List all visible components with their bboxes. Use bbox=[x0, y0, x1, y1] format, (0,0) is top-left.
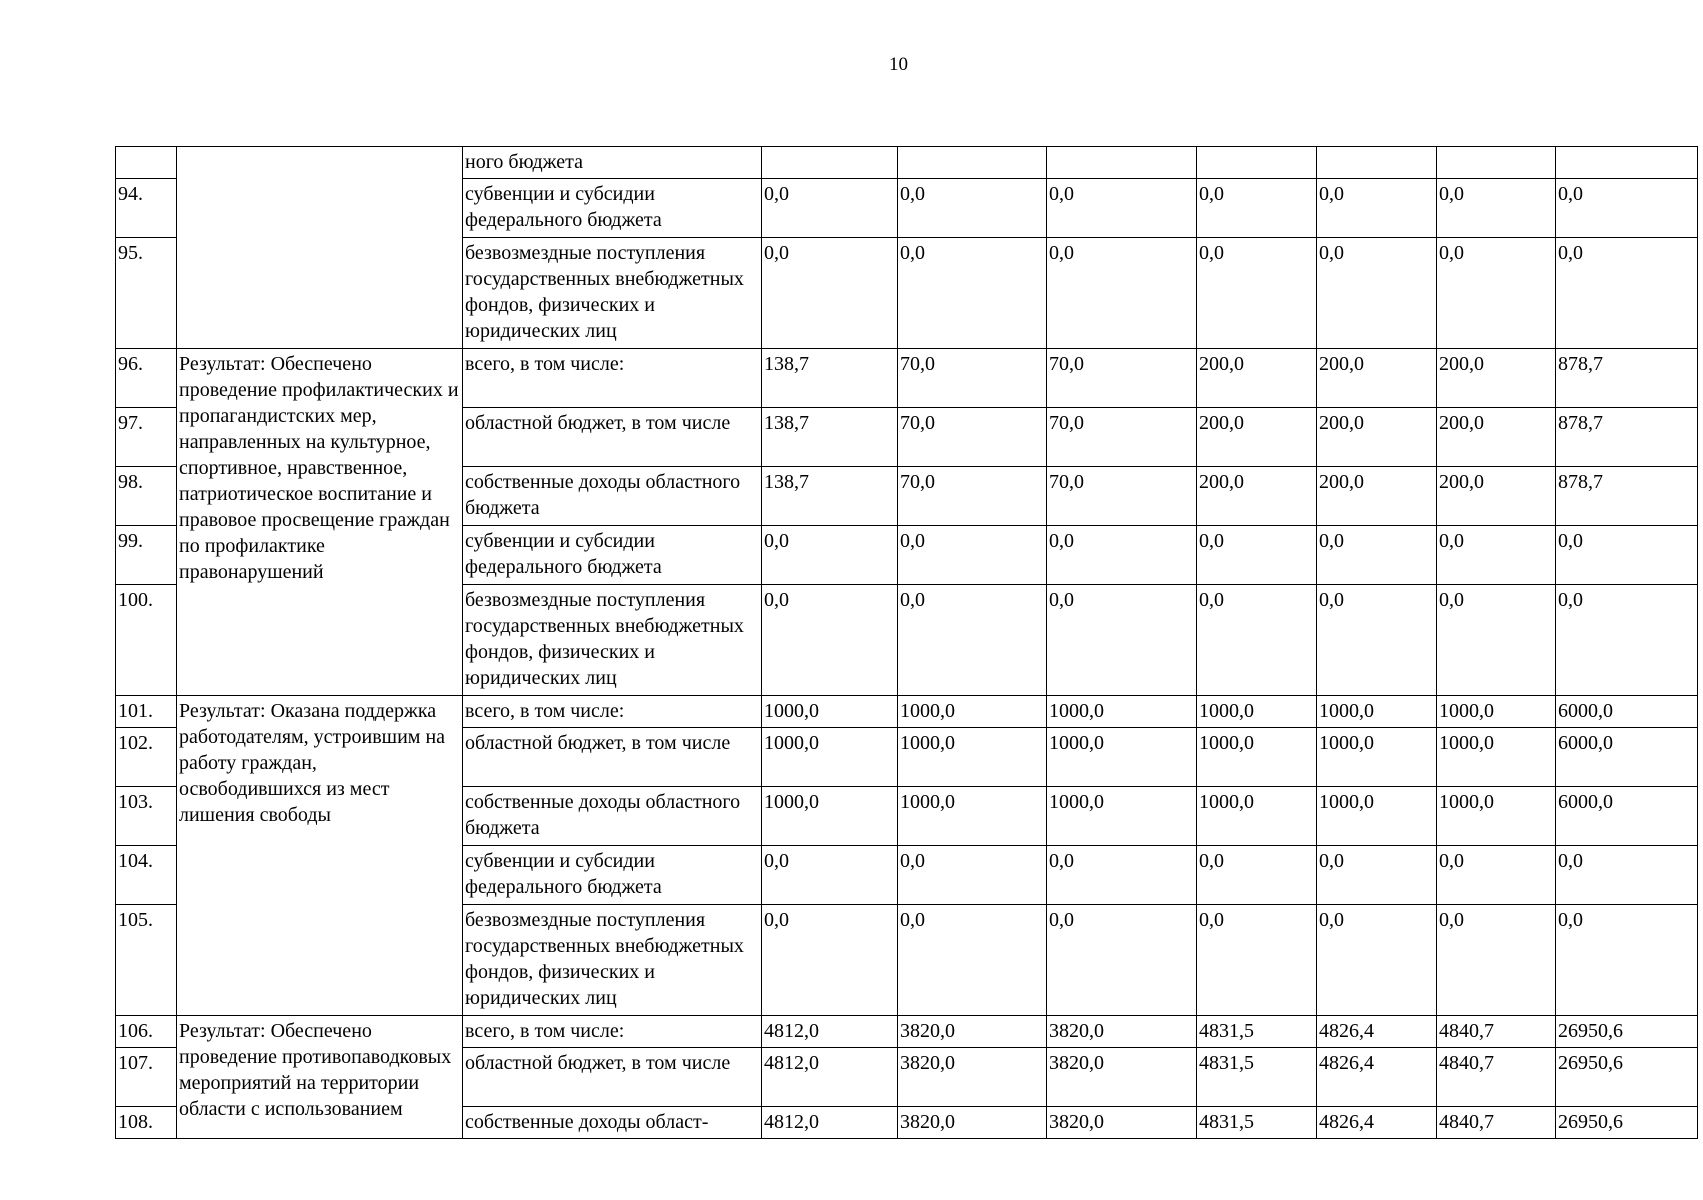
value-cell: 4840,7 bbox=[1437, 1048, 1556, 1107]
value-cell: 4812,0 bbox=[762, 1107, 898, 1139]
value-cell: 200,0 bbox=[1437, 408, 1556, 467]
row-number: 104. bbox=[116, 846, 177, 905]
value-cell: 1000,0 bbox=[1317, 728, 1437, 787]
funding-source: безвозмездные поступления государственных внебюджетных фондов, физических и юридических лиц bbox=[463, 238, 762, 349]
value-cell: 0,0 bbox=[762, 526, 898, 585]
value-cell: 138,7 bbox=[762, 408, 898, 467]
table-row bbox=[116, 696, 1698, 728]
value-cell bbox=[1556, 147, 1698, 179]
value-cell bbox=[1197, 147, 1317, 179]
value-cell: 200,0 bbox=[1317, 408, 1437, 467]
value-cell: 0,0 bbox=[898, 526, 1047, 585]
funding-source: всего, в том числе: bbox=[463, 696, 762, 728]
value-cell: 1000,0 bbox=[1047, 787, 1197, 846]
value-cell: 1000,0 bbox=[1317, 696, 1437, 728]
row-number: 101. bbox=[116, 696, 177, 728]
value-cell: 70,0 bbox=[1047, 349, 1197, 408]
funding-source: собственные доходы област- bbox=[463, 1107, 762, 1139]
value-cell: 0,0 bbox=[1197, 526, 1317, 585]
value-cell: 70,0 bbox=[898, 408, 1047, 467]
funding-source: собственные доходы областного бюджета bbox=[463, 787, 762, 846]
result-description: Результат: Оказана поддержка работодателям, устроившим на работу граждан, освободившихся из мест лишения свободы bbox=[177, 696, 463, 1016]
value-cell: 1000,0 bbox=[762, 728, 898, 787]
budget-table bbox=[115, 146, 1698, 1139]
value-cell: 0,0 bbox=[898, 238, 1047, 349]
row-number bbox=[116, 147, 177, 179]
row-number: 106. bbox=[116, 1016, 177, 1048]
funding-source: субвенции и субсидии федерального бюджета bbox=[463, 179, 762, 238]
value-cell: 0,0 bbox=[1437, 905, 1556, 1016]
value-cell: 1000,0 bbox=[1197, 728, 1317, 787]
funding-source: всего, в том числе: bbox=[463, 349, 762, 408]
value-cell: 0,0 bbox=[1437, 585, 1556, 696]
value-cell: 26950,6 bbox=[1556, 1107, 1698, 1139]
funding-source: ного бюджета bbox=[463, 147, 762, 179]
funding-source: собственные доходы областного бюджета bbox=[463, 467, 762, 526]
value-cell: 0,0 bbox=[1197, 179, 1317, 238]
value-cell: 3820,0 bbox=[1047, 1107, 1197, 1139]
value-cell: 4826,4 bbox=[1317, 1048, 1437, 1107]
value-cell: 4840,7 bbox=[1437, 1107, 1556, 1139]
value-cell: 0,0 bbox=[762, 905, 898, 1016]
row-number: 100. bbox=[116, 585, 177, 696]
value-cell: 70,0 bbox=[898, 349, 1047, 408]
value-cell: 4831,5 bbox=[1197, 1107, 1317, 1139]
value-cell: 3820,0 bbox=[898, 1048, 1047, 1107]
value-cell: 0,0 bbox=[1556, 846, 1698, 905]
row-number: 96. bbox=[116, 349, 177, 408]
value-cell: 1000,0 bbox=[1437, 787, 1556, 846]
value-cell: 0,0 bbox=[1437, 179, 1556, 238]
value-cell: 1000,0 bbox=[1047, 696, 1197, 728]
row-number: 107. bbox=[116, 1048, 177, 1107]
value-cell: 4826,4 bbox=[1317, 1107, 1437, 1139]
value-cell: 3820,0 bbox=[898, 1016, 1047, 1048]
value-cell: 0,0 bbox=[1317, 526, 1437, 585]
value-cell: 200,0 bbox=[1197, 349, 1317, 408]
value-cell: 0,0 bbox=[1556, 179, 1698, 238]
funding-source: субвенции и субсидии федерального бюджета bbox=[463, 846, 762, 905]
value-cell: 0,0 bbox=[1317, 846, 1437, 905]
value-cell: 1000,0 bbox=[1437, 696, 1556, 728]
value-cell: 26950,6 bbox=[1556, 1048, 1698, 1107]
value-cell: 1000,0 bbox=[1317, 787, 1437, 846]
value-cell: 0,0 bbox=[1317, 905, 1437, 1016]
value-cell: 0,0 bbox=[898, 585, 1047, 696]
value-cell: 0,0 bbox=[1437, 526, 1556, 585]
row-number: 97. bbox=[116, 408, 177, 467]
value-cell bbox=[1047, 147, 1197, 179]
value-cell: 0,0 bbox=[1047, 179, 1197, 238]
row-number: 95. bbox=[116, 238, 177, 349]
value-cell: 1000,0 bbox=[1197, 787, 1317, 846]
table-row bbox=[116, 147, 1698, 179]
value-cell: 1000,0 bbox=[1047, 728, 1197, 787]
value-cell: 0,0 bbox=[762, 238, 898, 349]
value-cell: 878,7 bbox=[1556, 408, 1698, 467]
row-number: 108. bbox=[116, 1107, 177, 1139]
result-description: Результат: Обеспечено проведение профилактических и пропагандистских мер, направленных на культурное, спортивное, нравственное, патриотическое воспитание и правовое просвещение граждан по профилактике правонарушений bbox=[177, 349, 463, 696]
funding-source: безвозмездные поступления государственных внебюджетных фондов, физических и юридических лиц bbox=[463, 585, 762, 696]
value-cell: 0,0 bbox=[898, 179, 1047, 238]
result-description bbox=[177, 147, 463, 349]
value-cell: 4812,0 bbox=[762, 1016, 898, 1048]
funding-source: всего, в том числе: bbox=[463, 1016, 762, 1048]
value-cell: 0,0 bbox=[1556, 585, 1698, 696]
value-cell: 200,0 bbox=[1317, 349, 1437, 408]
value-cell bbox=[898, 147, 1047, 179]
value-cell: 1000,0 bbox=[1437, 728, 1556, 787]
value-cell: 0,0 bbox=[762, 846, 898, 905]
value-cell: 6000,0 bbox=[1556, 787, 1698, 846]
table-row bbox=[116, 1016, 1698, 1048]
row-number: 105. bbox=[116, 905, 177, 1016]
value-cell: 1000,0 bbox=[898, 728, 1047, 787]
value-cell: 0,0 bbox=[898, 905, 1047, 1016]
row-number: 99. bbox=[116, 526, 177, 585]
value-cell: 0,0 bbox=[1437, 238, 1556, 349]
value-cell: 4831,5 bbox=[1197, 1016, 1317, 1048]
value-cell: 0,0 bbox=[1437, 846, 1556, 905]
value-cell: 200,0 bbox=[1317, 467, 1437, 526]
value-cell: 0,0 bbox=[898, 846, 1047, 905]
value-cell: 4826,4 bbox=[1317, 1016, 1437, 1048]
value-cell: 0,0 bbox=[1317, 238, 1437, 349]
value-cell: 0,0 bbox=[1047, 585, 1197, 696]
value-cell: 0,0 bbox=[1556, 905, 1698, 1016]
row-number: 103. bbox=[116, 787, 177, 846]
funding-source: областной бюджет, в том числе bbox=[463, 1048, 762, 1107]
value-cell: 0,0 bbox=[1317, 179, 1437, 238]
row-number: 94. bbox=[116, 179, 177, 238]
value-cell: 878,7 bbox=[1556, 349, 1698, 408]
value-cell: 0,0 bbox=[762, 585, 898, 696]
value-cell: 1000,0 bbox=[898, 696, 1047, 728]
value-cell: 4812,0 bbox=[762, 1048, 898, 1107]
value-cell: 0,0 bbox=[1047, 905, 1197, 1016]
value-cell: 200,0 bbox=[1197, 408, 1317, 467]
funding-source: субвенции и субсидии федерального бюджета bbox=[463, 526, 762, 585]
funding-source: безвозмездные поступления государственных внебюджетных фондов, физических и юридических лиц bbox=[463, 905, 762, 1016]
funding-source: областной бюджет, в том числе bbox=[463, 728, 762, 787]
value-cell: 3820,0 bbox=[1047, 1048, 1197, 1107]
value-cell: 1000,0 bbox=[762, 696, 898, 728]
table-body bbox=[116, 147, 1698, 1139]
value-cell: 4831,5 bbox=[1197, 1048, 1317, 1107]
value-cell: 200,0 bbox=[1437, 349, 1556, 408]
table-row bbox=[116, 349, 1698, 408]
value-cell: 0,0 bbox=[1197, 905, 1317, 1016]
value-cell: 3820,0 bbox=[1047, 1016, 1197, 1048]
value-cell: 70,0 bbox=[1047, 467, 1197, 526]
value-cell bbox=[762, 147, 898, 179]
value-cell bbox=[1437, 147, 1556, 179]
value-cell: 0,0 bbox=[1197, 846, 1317, 905]
value-cell: 3820,0 bbox=[898, 1107, 1047, 1139]
value-cell: 138,7 bbox=[762, 349, 898, 408]
value-cell: 70,0 bbox=[898, 467, 1047, 526]
value-cell: 0,0 bbox=[1047, 238, 1197, 349]
value-cell: 0,0 bbox=[762, 179, 898, 238]
page-number: 10 bbox=[889, 54, 908, 75]
value-cell: 1000,0 bbox=[762, 787, 898, 846]
value-cell: 1000,0 bbox=[1197, 696, 1317, 728]
value-cell: 200,0 bbox=[1437, 467, 1556, 526]
result-description: Результат: Обеспечено проведение противопаводковых мероприятий на территории области с использованием bbox=[177, 1016, 463, 1139]
value-cell: 26950,6 bbox=[1556, 1016, 1698, 1048]
value-cell: 4840,7 bbox=[1437, 1016, 1556, 1048]
value-cell: 1000,0 bbox=[898, 787, 1047, 846]
value-cell: 70,0 bbox=[1047, 408, 1197, 467]
value-cell: 138,7 bbox=[762, 467, 898, 526]
value-cell: 878,7 bbox=[1556, 467, 1698, 526]
row-number: 102. bbox=[116, 728, 177, 787]
funding-source: областной бюджет, в том числе bbox=[463, 408, 762, 467]
value-cell: 0,0 bbox=[1197, 585, 1317, 696]
value-cell: 0,0 bbox=[1197, 238, 1317, 349]
value-cell: 200,0 bbox=[1197, 467, 1317, 526]
value-cell: 6000,0 bbox=[1556, 728, 1698, 787]
value-cell: 0,0 bbox=[1556, 526, 1698, 585]
value-cell: 0,0 bbox=[1556, 238, 1698, 349]
value-cell: 0,0 bbox=[1047, 526, 1197, 585]
value-cell: 0,0 bbox=[1047, 846, 1197, 905]
value-cell: 6000,0 bbox=[1556, 696, 1698, 728]
value-cell bbox=[1317, 147, 1437, 179]
row-number: 98. bbox=[116, 467, 177, 526]
value-cell: 0,0 bbox=[1317, 585, 1437, 696]
